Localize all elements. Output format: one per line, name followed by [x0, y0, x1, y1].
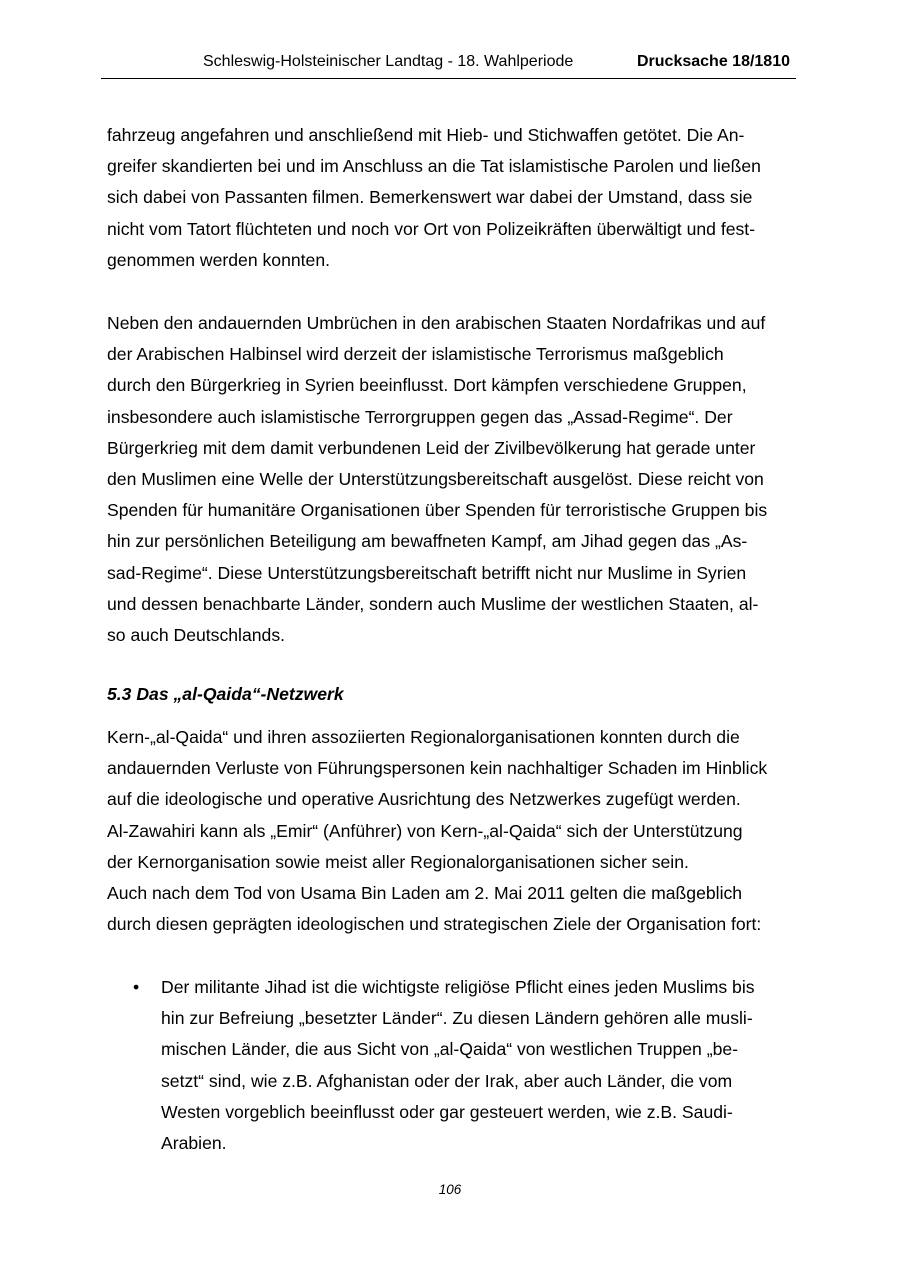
text-line: hin zur persönlichen Beteiligung am bewaffneten Kampf, am Jihad gegen das „As-	[107, 531, 748, 552]
paragraph-attack-description	[107, 120, 797, 276]
text-line: durch den Bürgerkrieg in Syrien beeinflusst. Dort kämpfen verschiedene Gruppen,	[107, 375, 747, 396]
text-line: Kern-„al-Qaida“ und ihren assoziierten Regionalorganisationen konnten durch die	[107, 727, 740, 747]
text-line: so auch Deutschlands.	[107, 625, 285, 646]
text-line: Arabien.	[161, 1133, 227, 1154]
text-line: fahrzeug angefahren und anschließend mit Hieb- und Stichwaffen getötet. Die An-	[107, 125, 745, 145]
text-line: Bürgerkrieg mit dem damit verbundenen Leid der Zivilbevölkerung hat gerade unter	[107, 437, 756, 458]
text-line: den Muslimen eine Welle der Unterstützungsbereitschaft ausgelöst. Diese reicht von	[107, 469, 764, 490]
text-line: setzt“ sind, wie z.B. Afghanistan oder der Irak, aber auch Länder, die vom	[161, 1070, 733, 1091]
page-header	[101, 50, 796, 79]
text-line: sad-Regime“. Diese Unterstützungsbereitschaft betrifft nicht nur Muslime in Syrien	[107, 562, 747, 583]
text-line: Spenden für humanitäre Organisationen über Spenden für terroristische Gruppen bis	[107, 500, 768, 521]
bullet-text	[161, 972, 791, 1159]
paragraph-syria-civil-war	[107, 308, 797, 651]
text-line: Auch nach dem Tod von Usama Bin Laden am 2. Mai 2011 gelten die maßgeblich	[107, 883, 743, 904]
text-line: sich dabei von Passanten filmen. Bemerkenswert war dabei der Umstand, dass sie	[107, 187, 753, 208]
document-reference: Drucksache 18/1810	[637, 53, 790, 70]
text-line: greifer skandierten bei und im Anschluss an die Tat islamistische Parolen und ließen	[107, 156, 761, 177]
section-heading: 5.3 Das „al-Qaida“-Netzwerk	[107, 684, 344, 704]
paragraph-al-qaida-network	[107, 722, 797, 940]
text-line: Neben den andauernden Umbrüchen in den arabischen Staaten Nordafrikas und auf	[107, 313, 766, 333]
text-line: Westen vorgeblich beeinflusst oder gar gesteuert werden, wie z.B. Saudi-	[161, 1101, 733, 1122]
text-line: auf die ideologische und operative Ausrichtung des Netzwerkes zugefügt werden.	[107, 789, 741, 810]
text-line: hin zur Befreiung „besetzter Länder“. Zu diesen Ländern gehören alle musli-	[161, 1008, 753, 1029]
text-line: und dessen benachbarte Länder, sondern auch Muslime der westlichen Staaten, al-	[107, 593, 759, 614]
text-line: andauernden Verluste von Führungspersonen kein nachhaltiger Schaden im Hinblick	[107, 758, 768, 779]
text-line: durch diesen geprägten ideologischen und strategischen Ziele der Organisation fort:	[107, 914, 762, 935]
text-line: Al-Zawahiri kann als „Emir“ (Anführer) von Kern-„al-Qaida“ sich der Unterstützung	[107, 820, 743, 841]
page-number: 106	[438, 1182, 462, 1197]
bullet-marker: •	[133, 977, 140, 997]
text-line: nicht vom Tatort flüchteten und noch vor Ort von Polizeikräften überwältigt und fest-	[107, 218, 756, 239]
text-line: Der militante Jihad ist die wichtigste religiöse Pflicht eines jeden Muslims bis	[161, 977, 755, 997]
text-line: genommen werden konnten.	[107, 249, 330, 270]
text-line: insbesondere auch islamistische Terrorgruppen gegen das „Assad-Regime“. Der	[107, 406, 733, 427]
text-line: der Kernorganisation sowie meist aller Regionalorganisationen sicher sein.	[107, 851, 689, 872]
text-line: der Arabischen Halbinsel wird derzeit der islamistische Terrorismus maßgeblich	[107, 344, 724, 365]
header-title: Schleswig-Holsteinischer Landtag - 18. Wahlperiode	[203, 53, 574, 70]
text-line: mischen Länder, die aus Sicht von „al-Qaida“ von westlichen Truppen „be-	[161, 1039, 738, 1060]
